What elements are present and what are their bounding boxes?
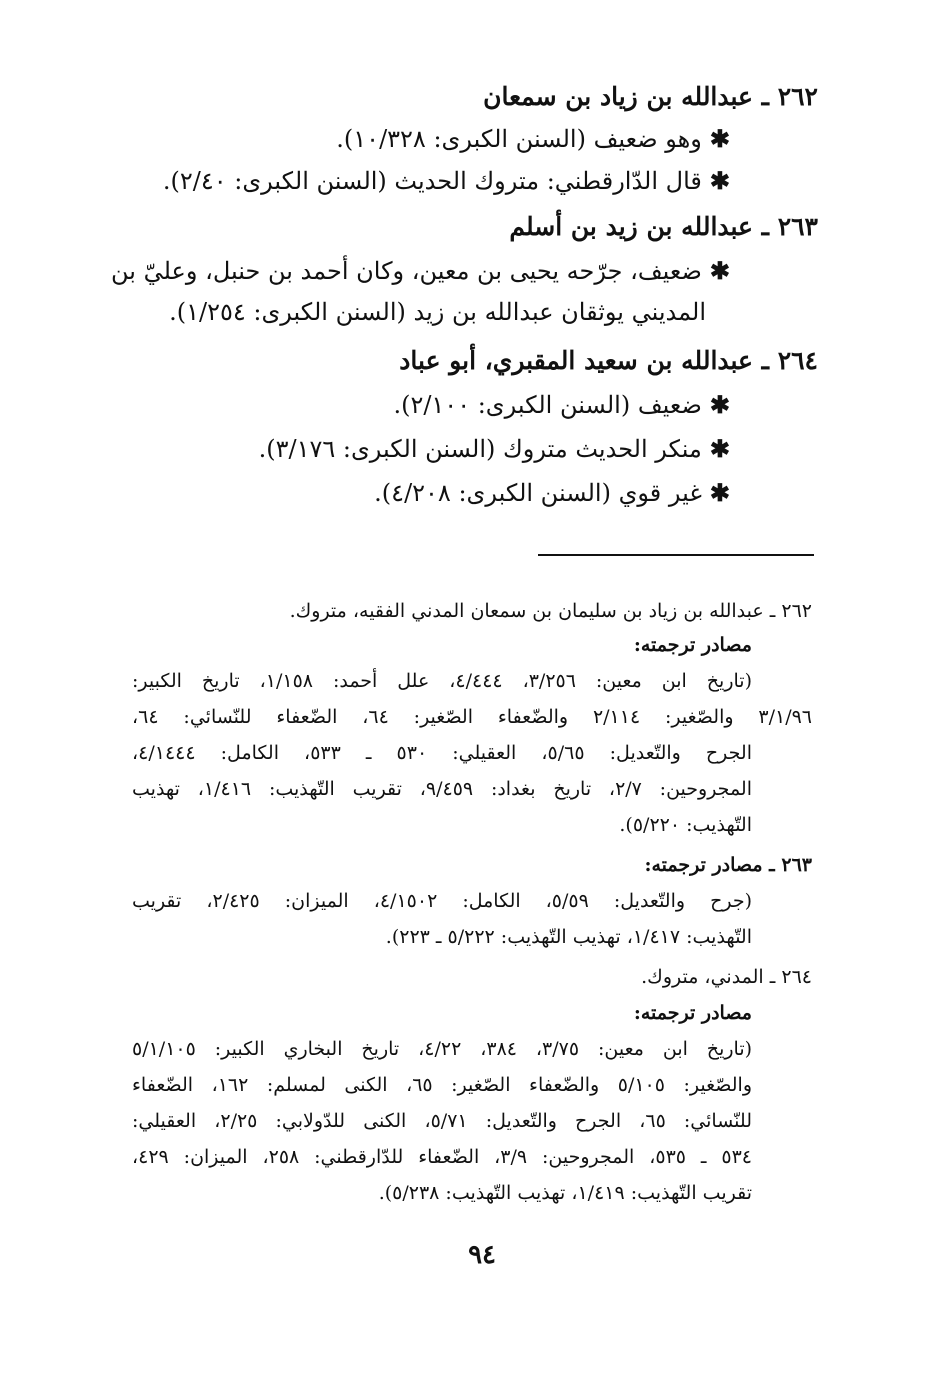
footnote-264-line-4: ٥٣٤ ـ ٥٣٥، المجروحين: ٣/٩، الضّعفاء للدّارقطني: ٢٥٨، الميزان: ٤٢٩، xyxy=(132,1146,752,1168)
entry-264-line-1: ✱ضعيف (السنن الكبرى: ٢/١٠٠). xyxy=(393,390,730,419)
footnote-262-line-5: التّهذيب: ٥/٢٢٠). xyxy=(619,814,752,836)
entry-263-line-2: المديني يوثقان عبدالله بن زيد (السنن الكبرى: ١/٢٥٤). xyxy=(169,298,706,326)
entry-title-263: ٢٦٣ ـ عبدالله بن زيد بن أسلم xyxy=(509,212,818,241)
entry-263-line-1: ✱ضعيف، جرّحه يحيى بن معين، وكان أحمد بن حنبل، وعليّ بن xyxy=(111,256,730,285)
footnote-262-line-1: (تاريخ ابن معين: ٣/٢٥٦، ٤/٤٤٤، علل أحمد: ١/١٥٨، تاريخ الكبير: xyxy=(132,670,753,692)
footnote-264-line-3: للنّسائي: ٦٥، الجرح والتّعديل: ٥/٧١، الكنى للدّولابي: ٢/٢٥، العقيلي: xyxy=(132,1110,752,1132)
footnote-divider xyxy=(538,554,814,556)
entry-264-line-3: ✱غير قوي (السنن الكبرى: ٤/٢٠٨). xyxy=(374,478,730,507)
entry-262-line-2: ✱قال الدّارقطني: متروك الحديث (السنن الكبرى: ٢/٤٠). xyxy=(162,166,730,195)
entry-264-line-2: ✱منكر الحديث متروك (السنن الكبرى: ٣/١٧٦). xyxy=(258,434,730,463)
asterisk-icon: ✱ xyxy=(709,478,730,507)
footnote-263-line-2: التّهذيب: ١/٤١٧، تهذيب التّهذيب: ٥/٢٢٢ ـ ٢٢٣). xyxy=(385,926,752,948)
entry-title-264: ٢٦٤ ـ عبدالله بن سعيد المقبري، أبو عباد xyxy=(399,346,818,375)
footnote-264-sources-label: مصادر ترجمته: xyxy=(633,1002,752,1024)
footnote-262-head: ٢٦٢ ـ عبدالله بن زياد بن سليمان بن سمعان المدني الفقيه، متروك. xyxy=(289,600,812,622)
footnote-264-head: ٢٦٤ ـ المدني، متروك. xyxy=(641,966,812,988)
asterisk-icon: ✱ xyxy=(709,124,730,153)
footnote-264-line-1: (تاريخ ابن معين: ٣/٧٥، ٣٨٤، ٤/٢٢، تاريخ البخاري الكبير: ٥/١/١٠٥ xyxy=(132,1038,753,1060)
footnote-262-line-2: ٣/١/٩٦ والصّغير: ٢/١١٤ والضّعفاء الصّغير: ٦٤، الضّعفاء للنّسائي: ٦٤، xyxy=(132,706,813,728)
footnote-262-line-4: المجروحين: ٢/٧، تاريخ بغداد: ٩/٤٥٩، تقريب التّهذيب: ١/٤١٦، تهذيب xyxy=(132,778,752,800)
page-number: ٩٤ xyxy=(468,1240,496,1270)
footnote-264-line-2: والصّغير: ٥/١٠٥ والضّعفاء الصّغير: ٦٥، الكنى لمسلم: ١٦٢، الضّعفاء xyxy=(132,1074,753,1096)
footnote-263-line-1: (جرح والتّعديل: ٥/٥٩، الكامل: ٤/١٥٠٢، الميزان: ٢/٤٢٥، تقريب xyxy=(132,890,752,912)
asterisk-icon: ✱ xyxy=(709,390,730,419)
footnote-264-line-5: تقريب التّهذيب: ١/٤١٩، تهذيب التّهذيب: ٥/٢٣٨). xyxy=(378,1182,752,1204)
footnote-263-head: ٢٦٣ ـ مصادر ترجمته: xyxy=(644,854,812,876)
asterisk-icon: ✱ xyxy=(709,434,730,463)
footnote-262-line-3: الجرح والتّعديل: ٥/٦٥، العقيلي: ٥٣٠ ـ ٥٣٣، الكامل: ٤/١٤٤٤، xyxy=(132,742,752,764)
entry-262-line-1: ✱وهو ضعيف (السنن الكبرى: ١٠/٣٢٨). xyxy=(336,124,730,153)
entry-title-262: ٢٦٢ ـ عبدالله بن زياد بن سمعان xyxy=(483,82,818,111)
footnote-262-sources-label: مصادر ترجمته: xyxy=(633,634,752,656)
asterisk-icon: ✱ xyxy=(709,166,730,195)
asterisk-icon: ✱ xyxy=(709,256,730,285)
